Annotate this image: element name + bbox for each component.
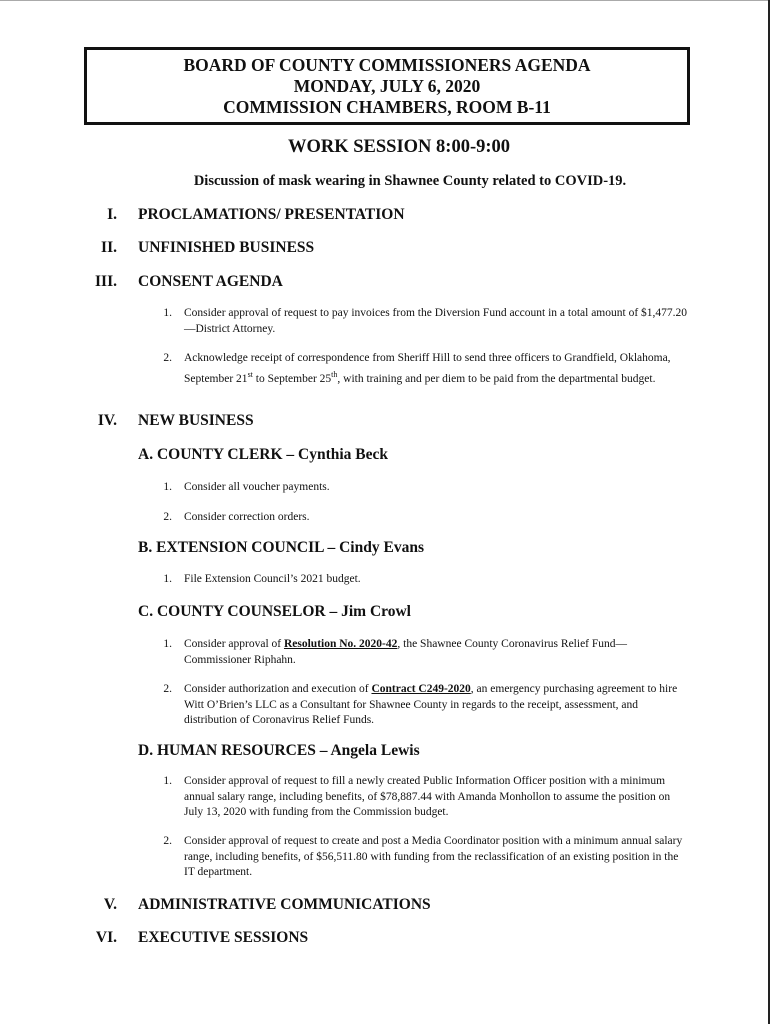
item-number: 1. [163,775,172,787]
item-text: Consider approval of request to create and post a Media Coordinator position with a minimum annual salary range, including benefits, of $56,511.80 with funding from the reclassification of an existing position in the IT department. [184,835,683,878]
section-title: NEW BUSINESS [138,412,254,429]
work-session-title: WORK SESSION 8:00-9:00 [287,137,511,157]
section-number: IV. [97,412,117,429]
subsection-heading: C. COUNTY COUNSELOR – Jim Crowl [138,603,411,620]
section-title: ADMINISTRATIVE COMMUNICATIONS [138,896,431,913]
section-title: PROCLAMATIONS/ PRESENTATION [138,206,405,223]
agenda-title: BOARD OF COUNTY COMMISSIONERS AGENDA [183,55,591,75]
section-number: V. [103,896,117,913]
item-number: 1. [163,638,172,650]
agenda-header-box [84,47,690,125]
section-number: II. [101,239,117,256]
item-number: 1. [163,307,172,319]
item-text: Consider approval of request to fill a newly created Public Information Officer position with a minimum annual salary range, including benefits, of $78,887.44 with Amanda Monhollon to assume the position on July 13, 2020 with funding from the Commission budget. [184,775,671,818]
subsection-heading: D. HUMAN RESOURCES – Angela Lewis [138,742,420,759]
section-title: EXECUTIVE SESSIONS [138,929,309,946]
subsection-heading: A. COUNTY CLERK – Cynthia Beck [138,446,389,463]
section-title: UNFINISHED BUSINESS [138,239,315,256]
agenda-location: COMMISSION CHAMBERS, ROOM B-11 [223,97,551,117]
item-text: File Extension Council’s 2021 budget. [184,573,361,585]
item-text: Consider authorization and execution of Contract C249-2020, an emergency purchasing agreement to hire Witt O’Brien’s LLC as a Consultant for Shawnee County in regards to the receipt, assessment, and distribution of Coronavirus Relief Funds. [184,683,678,726]
item-number: 2. [163,683,172,695]
resolution-link[interactable]: Resolution No. 2020-42 [283,638,398,650]
page-top-edge [0,0,770,1]
item-number: 2. [163,511,172,523]
item-text: Consider correction orders. [184,511,310,523]
subsection-heading: B. EXTENSION COUNCIL – Cindy Evans [138,539,424,556]
contract-link[interactable]: Contract C249-2020 [371,683,471,695]
section-number: III. [95,273,117,290]
section-title: CONSENT AGENDA [138,273,283,290]
item-text: Acknowledge receipt of correspondence from Sheriff Hill to send three officers to Grandfield, Oklahoma, September 21st to September 25th, with training and per diem to be paid from the departmental budget. [184,352,671,385]
item-text: Consider approval of Resolution No. 2020-42, the Shawnee County Coronavirus Relief Fund—Commissioner Riphahn. [184,638,628,666]
section-number: VI. [95,929,117,946]
item-number: 1. [163,481,172,493]
agenda-date: MONDAY, JULY 6, 2020 [293,76,481,96]
item-text: Consider all voucher payments. [184,481,330,493]
work-session-description: Discussion of mask wearing in Shawnee County related to COVID-19. [193,173,627,189]
item-number: 2. [163,835,172,847]
item-text: Consider approval of request to pay invoices from the Diversion Fund account in a total amount of $1,477.20—District Attorney. [184,307,688,335]
item-number: 1. [163,573,172,585]
section-number: I. [107,206,117,223]
item-number: 2. [163,352,172,364]
